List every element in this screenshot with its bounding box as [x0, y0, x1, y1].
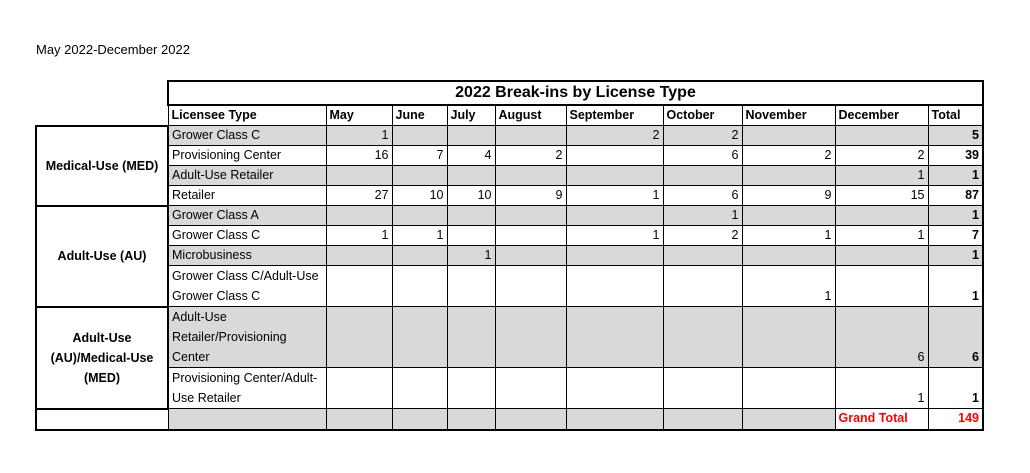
- count-cell: [495, 206, 566, 226]
- count-cell: 1: [447, 246, 495, 266]
- count-cell: [326, 266, 392, 307]
- column-header: December: [835, 105, 928, 126]
- count-cell: [495, 266, 566, 307]
- blank-category-cell: [36, 409, 168, 430]
- empty-cell: [326, 409, 392, 430]
- row-total-cell: 5: [928, 126, 983, 146]
- count-cell: 1: [326, 126, 392, 146]
- count-cell: [447, 166, 495, 186]
- count-cell: [835, 266, 928, 307]
- count-cell: [566, 307, 663, 368]
- table-row: [36, 307, 983, 368]
- count-cell: [663, 166, 742, 186]
- count-cell: [663, 307, 742, 368]
- count-cell: [742, 126, 835, 146]
- count-cell: 27: [326, 186, 392, 206]
- table-row: [36, 266, 983, 307]
- count-cell: [326, 307, 392, 368]
- count-cell: [742, 307, 835, 368]
- column-header: Total: [928, 105, 983, 126]
- count-cell: 1: [835, 166, 928, 186]
- count-cell: [326, 166, 392, 186]
- licensee-type-cell: Grower Class C: [168, 226, 326, 246]
- count-cell: [447, 126, 495, 146]
- count-cell: [835, 246, 928, 266]
- count-cell: [742, 206, 835, 226]
- licensee-type-cell: Adult-Use Retailer: [168, 166, 326, 186]
- count-cell: 1: [742, 226, 835, 246]
- count-cell: 6: [835, 307, 928, 368]
- count-cell: 1: [392, 226, 447, 246]
- grand-total-label: Grand Total: [835, 409, 928, 430]
- licensee-type-cell: Grower Class C/Adult-Use Grower Class C: [168, 266, 326, 307]
- table-row: [36, 206, 983, 226]
- empty-cell: [742, 409, 835, 430]
- empty-cell: [392, 409, 447, 430]
- count-cell: 6: [663, 186, 742, 206]
- count-cell: [447, 266, 495, 307]
- empty-cell: [447, 409, 495, 430]
- empty-cell: [168, 409, 326, 430]
- count-cell: 2: [835, 146, 928, 166]
- count-cell: 2: [566, 126, 663, 146]
- row-total-cell: 39: [928, 146, 983, 166]
- column-header: August: [495, 105, 566, 126]
- column-header: July: [447, 105, 495, 126]
- count-cell: 1: [835, 368, 928, 409]
- column-header: June: [392, 105, 447, 126]
- table-row: [36, 368, 983, 409]
- licensee-type-cell: Adult-Use Retailer/Provisioning Center: [168, 307, 326, 368]
- count-cell: [447, 368, 495, 409]
- count-cell: 10: [392, 186, 447, 206]
- table-row: [36, 166, 983, 186]
- count-cell: [326, 246, 392, 266]
- licensee-type-cell: Grower Class A: [168, 206, 326, 226]
- category-label: Adult-Use (AU)/Medical-Use (MED): [36, 307, 168, 409]
- count-cell: [663, 266, 742, 307]
- count-cell: 1: [742, 266, 835, 307]
- column-header: Licensee Type: [168, 105, 326, 126]
- count-cell: [326, 368, 392, 409]
- count-cell: [392, 266, 447, 307]
- row-total-cell: 1: [928, 166, 983, 186]
- count-cell: 2: [742, 146, 835, 166]
- count-cell: [566, 146, 663, 166]
- count-cell: [566, 266, 663, 307]
- count-cell: [495, 126, 566, 146]
- table-row: [36, 146, 983, 166]
- empty-cell: [495, 409, 566, 430]
- count-cell: [447, 226, 495, 246]
- category-label: Adult-Use (AU): [36, 206, 168, 307]
- count-cell: [742, 166, 835, 186]
- count-cell: 4: [447, 146, 495, 166]
- row-total-cell: 6: [928, 307, 983, 368]
- blank-corner: [36, 81, 168, 105]
- count-cell: 1: [566, 186, 663, 206]
- column-header: October: [663, 105, 742, 126]
- report-date-range: May 2022-December 2022: [36, 42, 190, 57]
- row-total-cell: 1: [928, 266, 983, 307]
- count-cell: [392, 307, 447, 368]
- count-cell: 9: [742, 186, 835, 206]
- count-cell: [326, 206, 392, 226]
- table-row: [36, 226, 983, 246]
- count-cell: [566, 206, 663, 226]
- grand-total-row: [36, 409, 983, 430]
- table-row: [36, 186, 983, 206]
- column-header: November: [742, 105, 835, 126]
- count-cell: [742, 246, 835, 266]
- count-cell: 2: [663, 126, 742, 146]
- count-cell: 16: [326, 146, 392, 166]
- count-cell: 2: [663, 226, 742, 246]
- count-cell: [566, 166, 663, 186]
- category-label: Medical-Use (MED): [36, 126, 168, 206]
- count-cell: 2: [495, 146, 566, 166]
- table-row: [36, 246, 983, 266]
- licensee-type-cell: Grower Class C: [168, 126, 326, 146]
- table-row: [36, 126, 983, 146]
- count-cell: [495, 368, 566, 409]
- licensee-type-cell: Provisioning Center: [168, 146, 326, 166]
- count-cell: [392, 166, 447, 186]
- count-cell: [835, 126, 928, 146]
- count-cell: 6: [663, 146, 742, 166]
- count-cell: 1: [663, 206, 742, 226]
- count-cell: [566, 368, 663, 409]
- licensee-type-cell: Provisioning Center/Adult-Use Retailer: [168, 368, 326, 409]
- blank-header-corner: [36, 105, 168, 126]
- break-ins-table: [35, 80, 984, 431]
- row-total-cell: 1: [928, 206, 983, 226]
- count-cell: [495, 246, 566, 266]
- table-title: 2022 Break-ins by License Type: [168, 81, 983, 105]
- count-cell: [663, 246, 742, 266]
- row-total-cell: 1: [928, 246, 983, 266]
- count-cell: [495, 307, 566, 368]
- count-cell: [663, 368, 742, 409]
- licensee-type-cell: Retailer: [168, 186, 326, 206]
- count-cell: 9: [495, 186, 566, 206]
- count-cell: [392, 246, 447, 266]
- empty-cell: [566, 409, 663, 430]
- count-cell: 1: [566, 226, 663, 246]
- count-cell: [447, 206, 495, 226]
- column-header: September: [566, 105, 663, 126]
- count-cell: [495, 226, 566, 246]
- count-cell: 10: [447, 186, 495, 206]
- count-cell: 1: [835, 226, 928, 246]
- licensee-type-cell: Microbusiness: [168, 246, 326, 266]
- count-cell: [392, 206, 447, 226]
- row-total-cell: 1: [928, 368, 983, 409]
- count-cell: [495, 166, 566, 186]
- count-cell: [392, 126, 447, 146]
- count-cell: 7: [392, 146, 447, 166]
- count-cell: [392, 368, 447, 409]
- row-total-cell: 87: [928, 186, 983, 206]
- grand-total-value: 149: [928, 409, 983, 430]
- empty-cell: [663, 409, 742, 430]
- count-cell: [835, 206, 928, 226]
- count-cell: [447, 307, 495, 368]
- count-cell: [742, 368, 835, 409]
- count-cell: [566, 246, 663, 266]
- count-cell: 1: [326, 226, 392, 246]
- row-total-cell: 7: [928, 226, 983, 246]
- column-header: May: [326, 105, 392, 126]
- count-cell: 15: [835, 186, 928, 206]
